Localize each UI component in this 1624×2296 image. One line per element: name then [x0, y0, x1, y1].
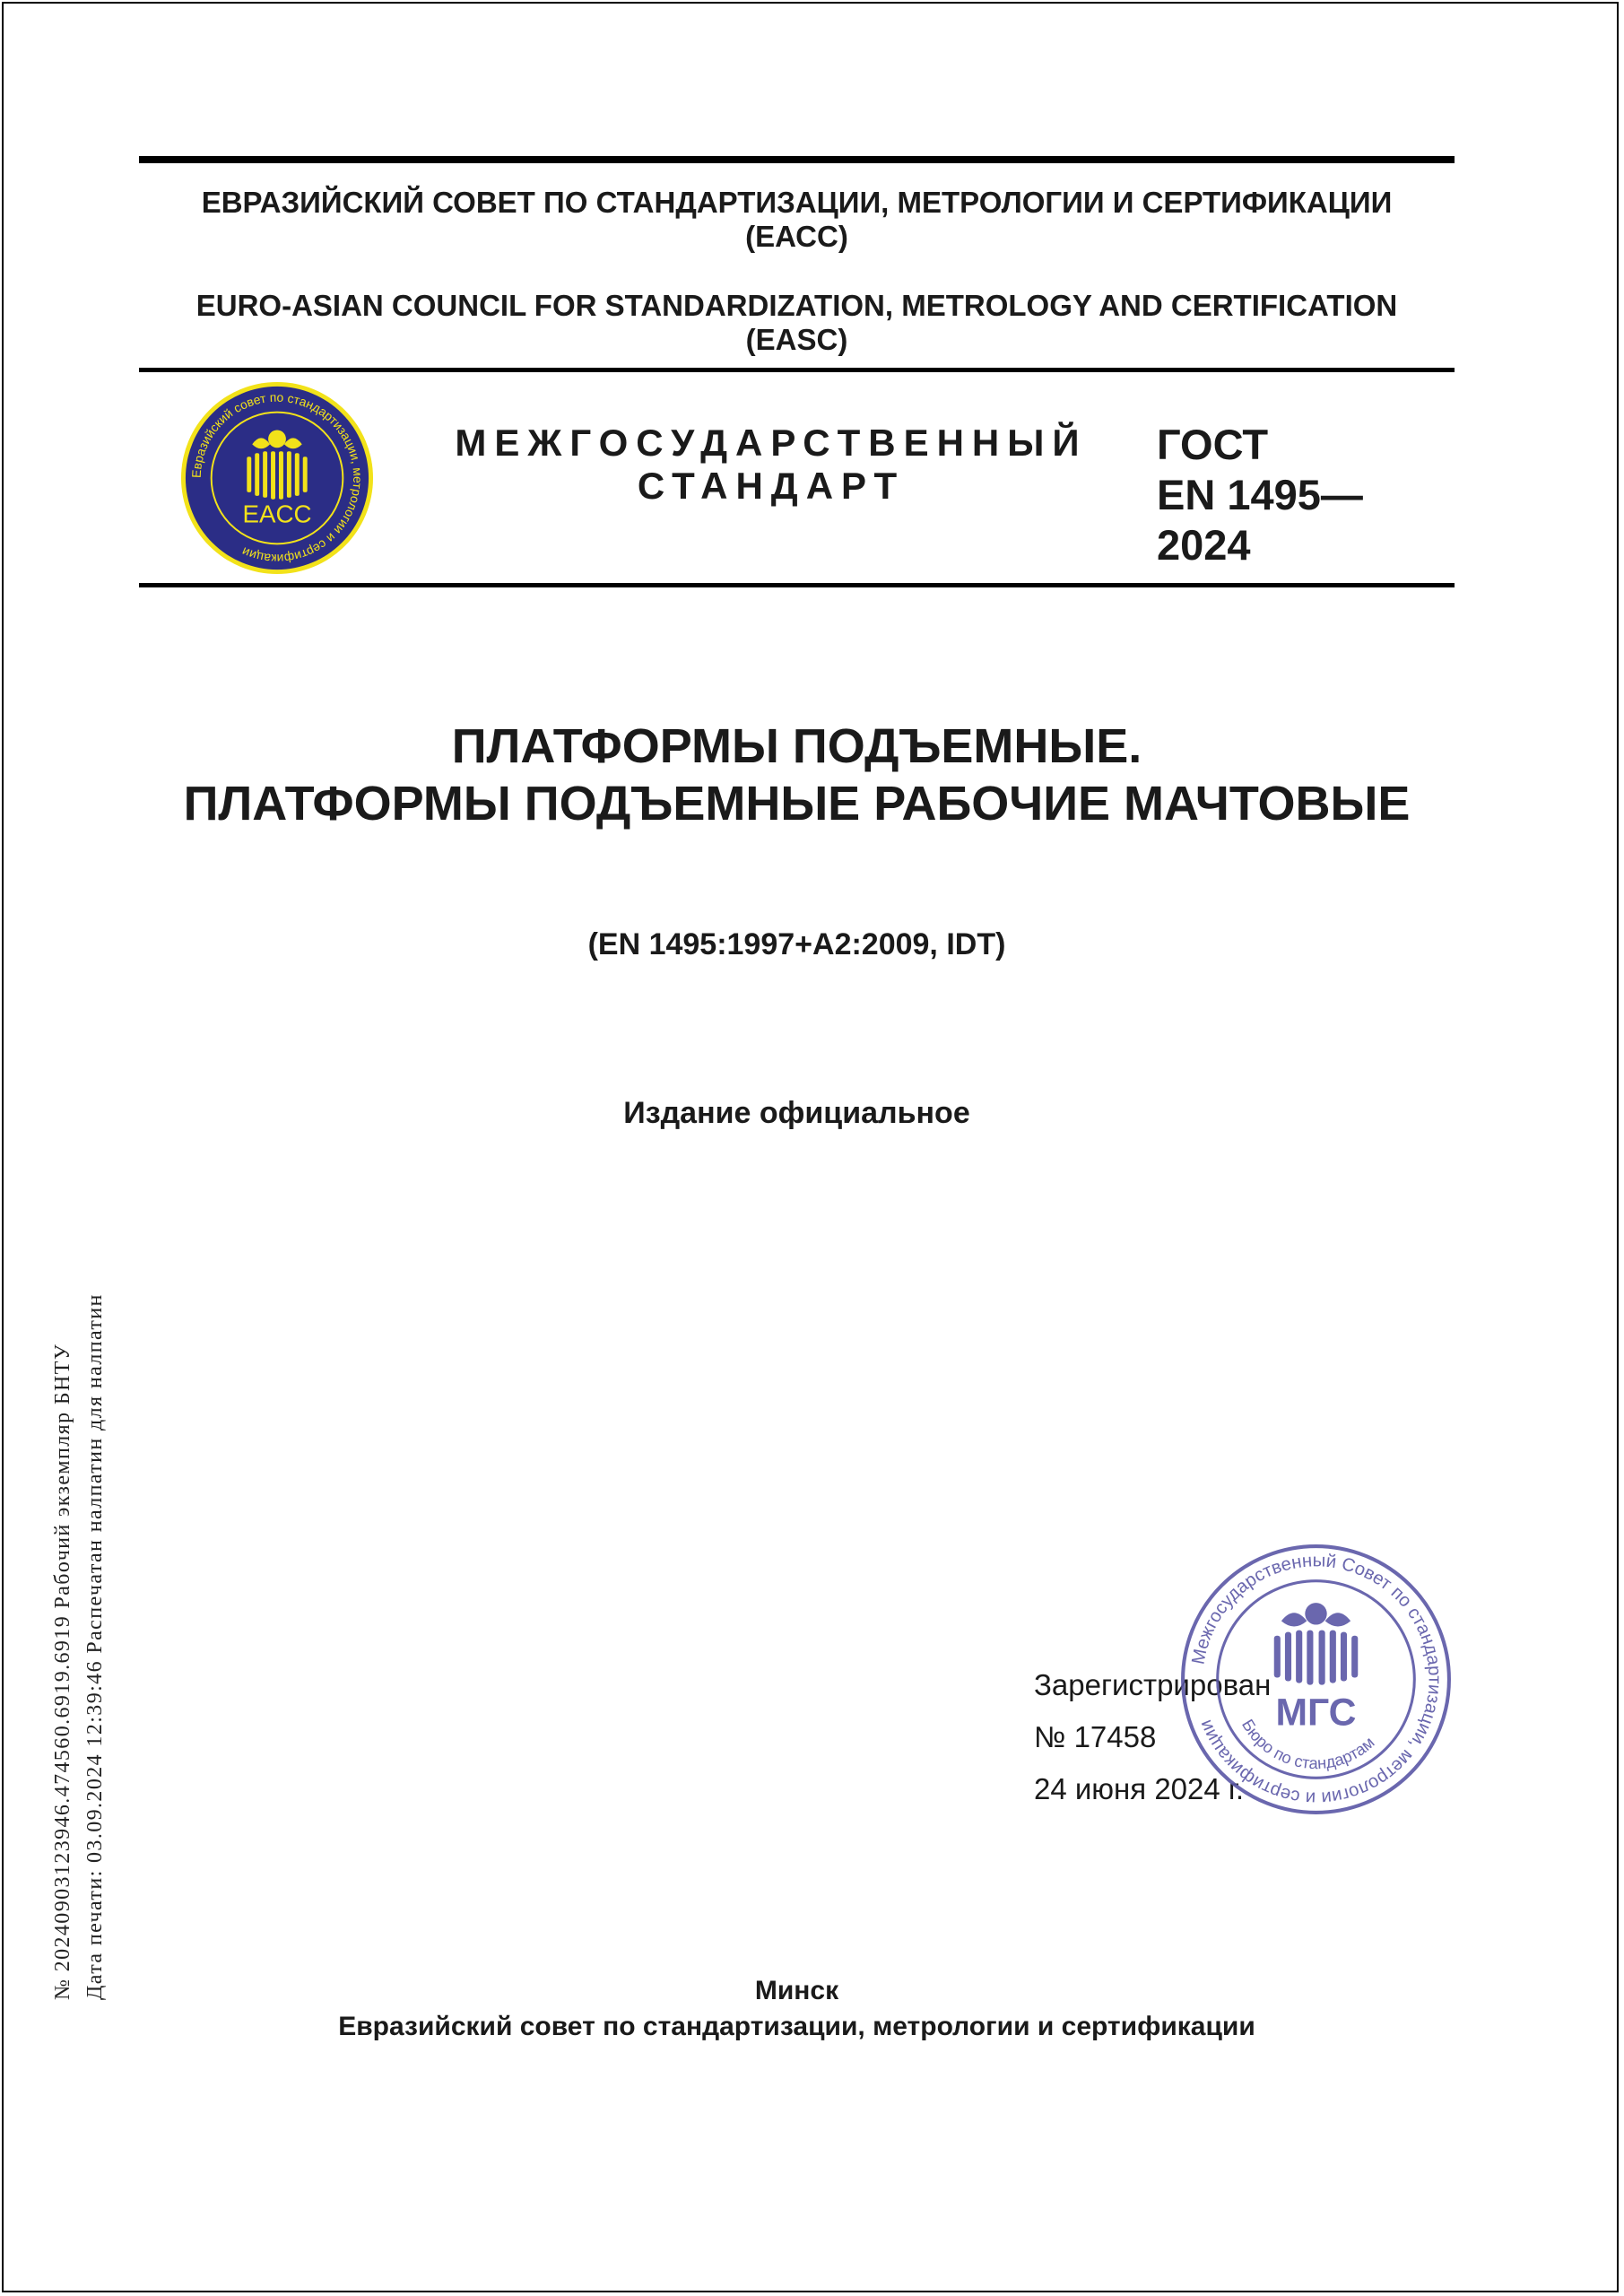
logo-ring-text: Евразийский совет по стандартизации, метрологии и сертификации: [188, 389, 366, 567]
standard-number-line3: 2024: [1157, 521, 1251, 569]
standard-type-line2: СТАНДАРТ: [637, 465, 906, 507]
standard-number: [1157, 420, 1363, 570]
council-name-ru: [139, 186, 1455, 254]
print-info-line1: № 20240903123946.474560.6919.6919 Рабочий экземпляр БНТУ: [51, 1343, 74, 2000]
header-rule: [139, 368, 1455, 372]
header-bottom-rule: [139, 583, 1455, 587]
footer: [139, 1973, 1455, 2045]
council-name-ru-line1: ЕВРАЗИЙСКИЙ СОВЕТ ПО СТАНДАРТИЗАЦИИ, МЕТРОЛОГИИ И СЕРТИФИКАЦИИ: [201, 186, 1393, 219]
document-title: [139, 718, 1455, 832]
registration-number: № 17458: [1034, 1720, 1157, 1753]
stamp-bottom-text: Бюро по стандартам: [1238, 1716, 1378, 1773]
standard-number-line1: ГОСТ: [1157, 421, 1269, 468]
document-title-line2: ПЛАТФОРМЫ ПОДЪЕМНЫЕ РАБОЧИЕ МАЧТОВЫЕ: [183, 777, 1411, 831]
council-name-en-line1: EURO-ASIAN COUNCIL FOR STANDARDIZATION, METROLOGY AND CERTIFICATION: [195, 289, 1398, 322]
top-rule: [139, 156, 1455, 163]
print-info-line2: Дата печати: 03.09.2024 12:39:46 Распечатан налпатин для налпатин: [83, 1293, 107, 2000]
document-title-line1: ПЛАТФОРМЫ ПОДЪЕМНЫЕ.: [451, 719, 1142, 773]
registration-line1: Зарегистрирован: [1034, 1668, 1272, 1701]
council-name-ru-line2: (ЕАСС): [745, 220, 848, 253]
stamp-ring-text: Межгосударственный Совет по стандартизации, метрологии и сертификации: [1188, 1551, 1445, 1808]
council-name-en: [139, 289, 1455, 357]
mgs-stamp: [1179, 1543, 1453, 1816]
stamp-center-text: МГС: [1275, 1691, 1357, 1735]
identity-note: (EN 1495:1997+A2:2009, IDT): [587, 927, 1006, 961]
footer-publisher: Евразийский совет по стандартизации, метрологии и сертификации: [338, 2012, 1255, 2041]
standard-type: [430, 422, 1112, 508]
footer-city: Минск: [754, 1976, 839, 2005]
registration-date: 24 июня 2024 г.: [1034, 1772, 1245, 1805]
standard-type-line1: МЕЖГОСУДАРСТВЕННЫЙ: [455, 422, 1088, 464]
logo-text: EACC: [242, 500, 312, 528]
council-name-en-line2: (EASC): [745, 323, 848, 356]
standard-number-line2: EN 1495—: [1157, 471, 1363, 518]
edition-note: Издание официальное: [623, 1096, 970, 1130]
print-info-sidebar: [47, 1103, 111, 2000]
eacc-logo: [179, 380, 375, 576]
